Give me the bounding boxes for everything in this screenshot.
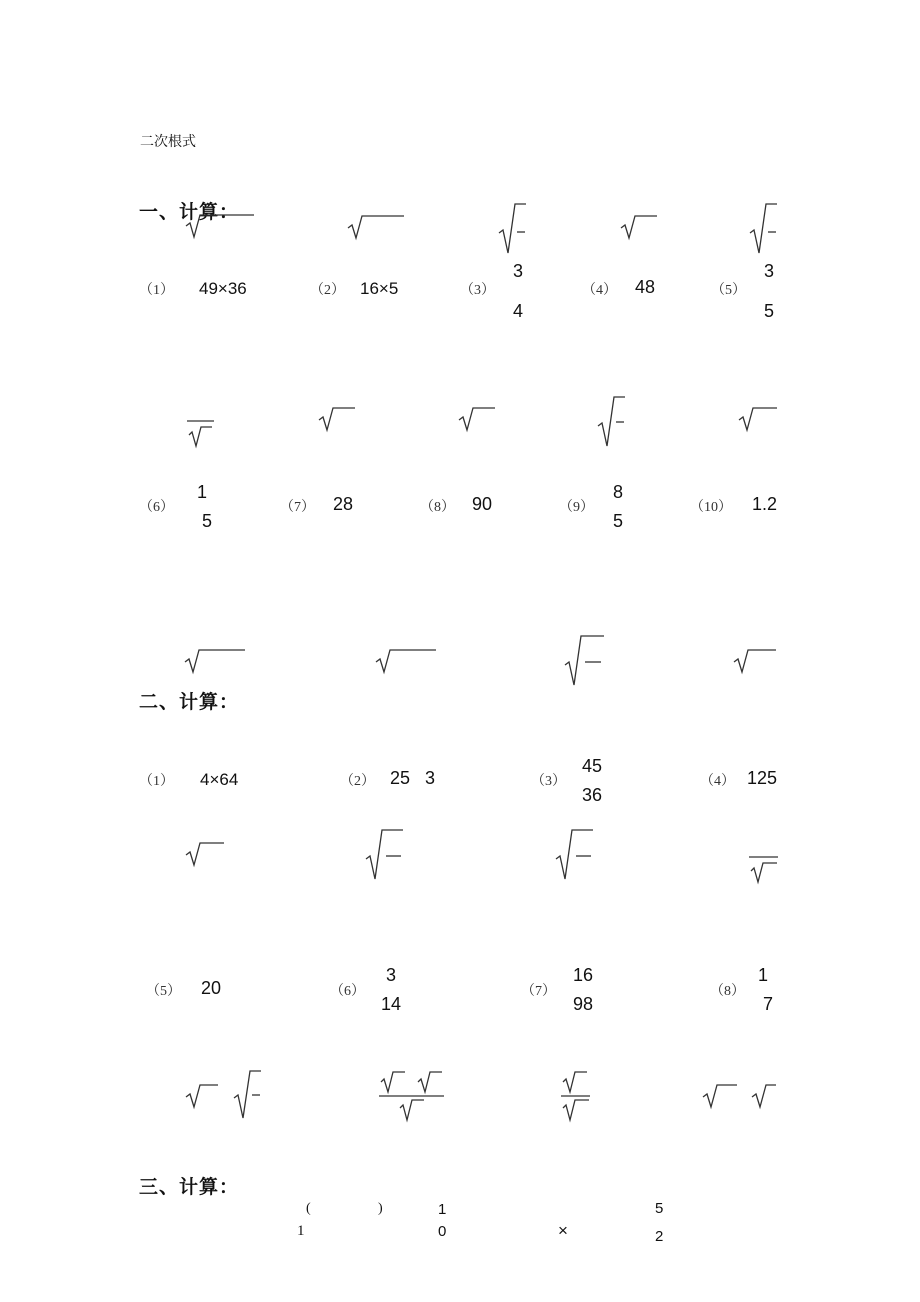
problem-2-6-numerator: 3 <box>386 965 397 985</box>
problem-2-8-denominator: 7 <box>763 994 774 1014</box>
sqrt-fraction-sign <box>598 396 628 448</box>
section-3-close-paren: ) <box>378 1201 383 1216</box>
sqrt-fraction-sign <box>234 1070 264 1120</box>
problem-1-9-number: （9） <box>559 500 594 515</box>
problem-2-5-expression: 20 <box>201 978 222 998</box>
section-3-digit: 0 <box>438 1223 447 1240</box>
problem-2-3-denominator: 36 <box>582 785 603 805</box>
problem-2-5-number: （5） <box>146 984 181 999</box>
sqrt-sign <box>734 648 778 674</box>
problem-1-1-expression: 49×36 <box>199 279 247 298</box>
problem-1-8-number: （8） <box>420 500 455 515</box>
problem-1-7-number: （7） <box>280 500 315 515</box>
problem-1-6-number: （6） <box>139 500 174 515</box>
sqrt-sign <box>459 406 497 432</box>
fraction-sqrt-sign <box>186 419 216 449</box>
problem-2-7-numerator: 16 <box>573 965 594 985</box>
problem-1-10-expression: 1.2 <box>752 494 778 514</box>
problem-2-7-number: （7） <box>521 984 556 999</box>
sqrt-sign <box>739 406 779 432</box>
problem-1-5-denominator: 5 <box>764 301 775 321</box>
sqrt-fraction-sign <box>366 829 406 881</box>
problem-1-2-expression: 16×5 <box>360 279 399 298</box>
problem-1-8-expression: 90 <box>472 494 493 514</box>
sqrt-fraction-sign <box>565 635 607 687</box>
sqrt-quotient-sign <box>378 1070 446 1124</box>
sqrt-sign <box>376 648 438 674</box>
problem-2-6-number: （6） <box>330 984 365 999</box>
section-3-open-paren: ( <box>306 1201 311 1216</box>
sqrt-sign <box>752 1083 778 1109</box>
problem-1-3-denominator: 4 <box>513 301 524 321</box>
problem-1-4-number: （4） <box>582 283 617 298</box>
sqrt-sign <box>703 1083 739 1109</box>
problem-1-5-numerator: 3 <box>764 261 775 281</box>
problem-1-10-number: （10） <box>690 500 732 515</box>
sqrt-sign <box>319 406 357 432</box>
section-1-heading: 一、计算： <box>139 201 240 223</box>
problem-1-9-denominator: 5 <box>613 511 624 531</box>
section-2-heading: 二、计算： <box>139 691 240 713</box>
problem-2-1-number: （1） <box>139 774 174 789</box>
sqrt-fraction-sign <box>750 203 780 255</box>
section-3-times: × <box>558 1221 568 1240</box>
problem-1-1-number: （1） <box>139 283 174 298</box>
sqrt-sign <box>186 1083 220 1109</box>
problem-2-2-term-a: 25 <box>390 768 411 788</box>
problem-2-3-numerator: 45 <box>582 756 603 776</box>
problem-2-8-number: （8） <box>710 984 745 999</box>
sqrt-fraction-sign <box>556 829 596 881</box>
problem-2-6-denominator: 14 <box>381 994 402 1014</box>
section-3-digit: 1 <box>297 1223 305 1239</box>
problem-1-6-numerator: 1 <box>197 482 208 502</box>
fraction-sqrt-sign <box>748 855 780 885</box>
problem-1-9-numerator: 8 <box>613 482 624 502</box>
problem-2-4-expression: 125 <box>747 768 778 788</box>
section-3-digit: 1 <box>438 1201 447 1218</box>
problem-2-7-denominator: 98 <box>573 994 594 1014</box>
section-3-digit: 5 <box>655 1200 664 1217</box>
section-3-heading: 三、计算： <box>139 1176 240 1198</box>
problem-2-1-expression: 4×64 <box>200 770 239 789</box>
problem-1-3-number: （3） <box>460 283 495 298</box>
problem-1-2-number: （2） <box>310 283 345 298</box>
problem-2-8-numerator: 1 <box>758 965 769 985</box>
problem-1-5-number: （5） <box>711 283 746 298</box>
sqrt-sign <box>348 214 406 240</box>
sqrt-sign <box>186 841 226 867</box>
problem-2-4-number: （4） <box>700 774 735 789</box>
sqrt-sign <box>621 214 659 240</box>
sqrt-quotient-sign <box>560 1070 592 1124</box>
problem-1-6-denominator: 5 <box>202 511 213 531</box>
problem-2-2-number: （2） <box>340 774 375 789</box>
document-title: 二次根式 <box>140 133 196 149</box>
sqrt-sign <box>185 648 247 674</box>
problem-1-3-numerator: 3 <box>513 261 524 281</box>
problem-1-4-expression: 48 <box>635 277 656 297</box>
sqrt-sign <box>186 214 256 240</box>
problem-2-3-number: （3） <box>531 774 566 789</box>
sqrt-fraction-sign <box>499 203 529 255</box>
section-3-digit: 2 <box>655 1228 664 1245</box>
problem-1-7-expression: 28 <box>333 494 354 514</box>
problem-2-2-term-b: 3 <box>425 768 436 788</box>
